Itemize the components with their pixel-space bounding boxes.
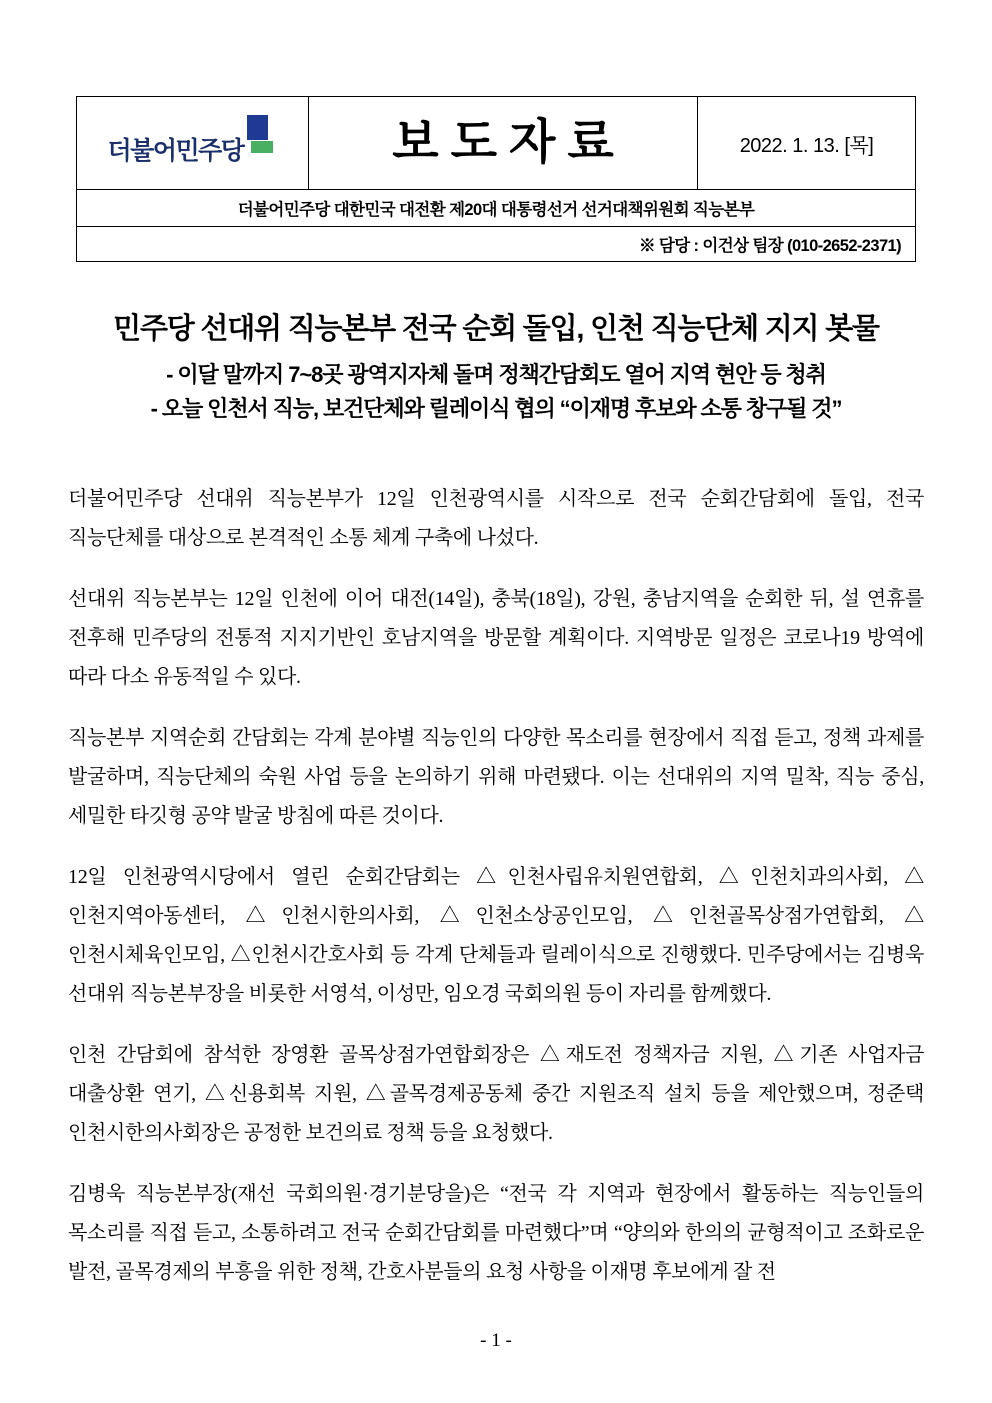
- democratic-party-logo-mark-icon: [247, 115, 277, 159]
- article-body: [68, 480, 924, 1314]
- party-logo-cell: [77, 97, 309, 190]
- subheadline-2: - 오늘 인천서 직능, 보건단체와 릴레이식 협의 “이재명 후보와 소통 창구될 것”: [150, 396, 842, 421]
- paragraph: 인천 간담회에 참석한 장영환 골목상점가연합회장은 △재도전 정책자금 지원, △기존 사업자금 대출상환 연기, △신용회복 지원, △골목경제공동체 중간 지원조직 설치 등을 제안했으며, 정준택 인천시한의사회장은 공정한 보건의료 정책 등을 요청했다.: [68, 1044, 924, 1144]
- party-name-text: 더불어민주당: [107, 137, 244, 165]
- document-date: 2022. 1. 13. [목]: [739, 134, 874, 157]
- press-release-header-table: [76, 96, 916, 262]
- paragraph: 12일 인천광역시당에서 열린 순회간담회는 △인천사립유치원연합회, △인천치과의사회, △인천지역아동센터, △인천시한의사회, △인천소상공인모임, △인천골목상점가연합회, △인천시체육인모임, △인천시간호사회 등 각계 단체들과 릴레이식으로 진행했다. 민주당에서는 김병욱 선대위 직능본부장을 비롯한 서영석, 이성만, 임오경 국회의원 등이 자리를 함께했다.: [68, 866, 924, 1005]
- paragraph: 더불어민주당 선대위 직능본부가 12일 인천광역시를 시작으로 전국 순회간담회에 돌입, 전국 직능단체를 대상으로 본격적인 소통 체계 구축에 나섰다.: [68, 488, 924, 549]
- contact-row: ※ 담당 : 이건상 팀장 (010-2652-2371): [77, 227, 916, 262]
- subheadline-list: [76, 358, 916, 426]
- page-number: - 1 -: [480, 1330, 512, 1351]
- document-type-title: 보도자료: [392, 116, 626, 169]
- paragraph: 직능본부 지역순회 간담회는 각계 분야별 직능인의 다양한 목소리를 현장에서 직접 듣고, 정책 과제를 발굴하며, 직능단체의 숙원 사업 등을 논의하기 위해 마련됐다. 이는 선대위의 지역 밀착, 직능 중심, 세밀한 타깃형 공약 발굴 방침에 따른 것이다.: [68, 727, 924, 827]
- paragraph: 선대위 직능본부는 12일 인천에 이어 대전(14일), 충북(18일), 강원, 충남지역을 순회한 뒤, 설 연휴를 전후해 민주당의 전통적 지지기반인 호남지역을 방문할 계획이다. 지역방문 일정은 코로나19 방역에 따라 다소 유동적일 수 있다.: [68, 588, 924, 688]
- paragraph: 김병욱 직능본부장(재선 국회의원·경기분당을)은 “전국 각 지역과 현장에서 활동하는 직능인들의 목소리를 직접 듣고, 소통하려고 전국 순회간담회를 마련했다”며 “양의와 한의의 균형적이고 조화로운 발전, 골목경제의 부흥을 위한 정책, 간호사분들의 요청 사항을 이재명 후보에게 잘 전: [68, 1183, 924, 1283]
- document-type-cell: [308, 97, 697, 190]
- organization-row: 더불어민주당 대한민국 대전환 제20대 대통령선거 선거대책위원회 직능본부: [77, 190, 916, 227]
- page-title: 민주당 선대위 직능본부 전국 순회 돌입, 인천 직능단체 지지 봇물: [113, 313, 879, 345]
- subheadline-1: - 이달 말까지 7~8곳 광역지자체 돌며 정책간담회도 열어 지역 현안 등 청취: [166, 362, 826, 387]
- document-date-cell: [698, 97, 916, 190]
- party-logo: [77, 97, 308, 189]
